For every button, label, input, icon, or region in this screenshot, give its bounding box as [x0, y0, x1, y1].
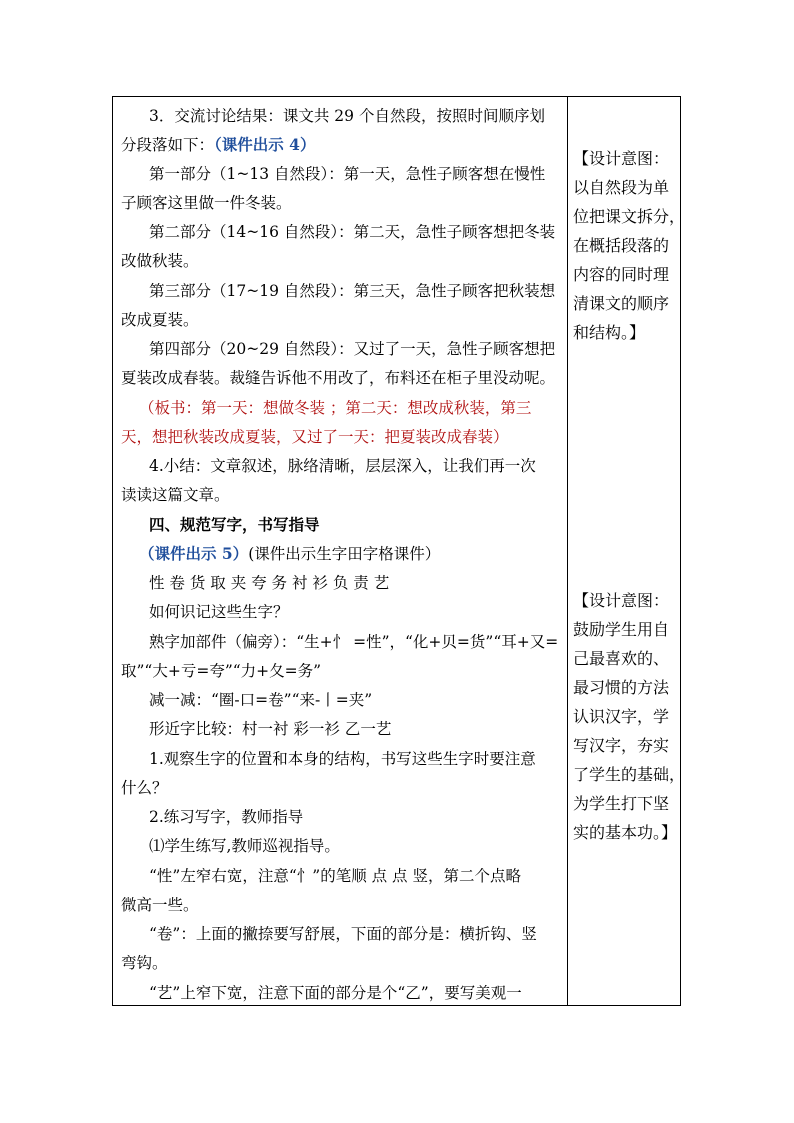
text-line: 第二部分（14~16 自然段）：第二天，急性子顾客想把冬装 — [149, 223, 556, 241]
text-line — [121, 135, 315, 155]
note-line: 【设计意图： — [573, 149, 670, 168]
section-heading: 四、规范写字，书写指导 — [149, 515, 320, 534]
board-notes-line: （板书：第一天：想做冬装 ；第二天：想改成秋装，第三 — [139, 399, 532, 417]
courseware-ref: （课件出示 4） — [214, 135, 316, 154]
note-line: 认识汉字，学 — [573, 707, 670, 726]
note-line: 位把课文拆分， — [573, 207, 686, 226]
note-line: 【设计意图： — [573, 591, 670, 610]
column-divider — [567, 97, 568, 1005]
text-line-part: 分段落如下： — [121, 136, 215, 154]
note-line: 最习惯的方法 — [573, 678, 670, 697]
note-line: 己最喜欢的、 — [573, 649, 670, 668]
text-line: 弯钩。 — [121, 954, 168, 972]
note-line: 清课文的顺序 — [573, 294, 670, 313]
note-line: 和结构。】 — [573, 323, 646, 342]
note-line: 鼓励学生用自 — [573, 620, 670, 639]
text-line: 子顾客这里做一件冬装。 — [121, 194, 292, 212]
text-line: 1.观察生字的位置和本身的结构，书写这些生字时要注意 — [149, 750, 536, 768]
text-line: 微高一些。 — [121, 896, 199, 914]
note-line: 为学生打下坚 — [573, 794, 670, 813]
text-line: 3．交流讨论结果：课文共 29 个自然段，按照时间顺序划 — [149, 107, 545, 125]
text-line: 4.小结：文章叙述，脉络清晰，层层深入，让我们再一次 — [149, 457, 536, 475]
text-line: “艺”上窄下宽，注意下面的部分是个“乙”，要写美观一 — [149, 984, 522, 1002]
text-line: 取”“大+亏=夸”“力+夂=务” — [121, 662, 322, 680]
text-line: 第四部分（20~29 自然段）：又过了一天，急性子顾客想把 — [149, 340, 556, 358]
lesson-plan-table — [112, 96, 686, 1006]
courseware-ref: （课件出示 5） — [139, 544, 249, 563]
text-line: 如何识记这些生字？ — [149, 603, 289, 621]
text-line — [139, 544, 440, 564]
note-line: 在概括段落的 — [573, 236, 670, 255]
text-line-part: (课件出示生字田字格课件） — [248, 545, 441, 563]
text-line: 夏装改成春装。裁缝告诉他不用改了，布料还在柜子里没动呢。 — [121, 369, 556, 387]
text-line: “卷”：上面的撇捺要写舒展，下面的部分是：横折钩、竖 — [149, 925, 537, 943]
note-line: 了学生的基础， — [573, 765, 686, 784]
text-line: 改成夏装。 — [121, 311, 199, 329]
note-line: 写汉字，夯实 — [573, 736, 670, 755]
note-line: 以自然段为单 — [573, 178, 670, 197]
text-line: 形近字比较：村一衬 彩一衫 乙一艺 — [149, 720, 392, 738]
text-line: 第一部分（1~13 自然段）：第一天，急性子顾客想在慢性 — [149, 165, 546, 183]
character-list: 性 卷 货 取 夹 夸 务 衬 衫 负 责 艺 — [149, 574, 390, 592]
text-line: 第三部分（17~19 自然段）：第三天，急性子顾客把秋装想 — [149, 282, 556, 300]
note-line: 实的基本功。】 — [573, 823, 678, 842]
text-line: 2.练习写字，教师指导 — [149, 808, 304, 826]
text-line: 熟字加部件（偏旁）：“生+忄 =性”，“化+贝=货”“耳+又= — [149, 633, 559, 651]
text-line: 什么？ — [121, 779, 168, 797]
text-line: 读读这篇文章。 — [121, 486, 230, 504]
note-line: 内容的同时理 — [573, 265, 670, 284]
text-line: 改做秋装。 — [121, 252, 199, 270]
text-line: “性”左窄右宽，注意“忄”的笔顺 点 点 竖，第二个点略 — [149, 867, 521, 885]
text-line: 减一减：“圈-口=卷”“来-丨=夹” — [149, 691, 373, 709]
text-line: ⑴学生练写,教师巡视指导。 — [149, 837, 340, 855]
board-notes-line: 天，想把秋装改成夏装，又过了一天：把夏装改成春装） — [121, 428, 509, 446]
